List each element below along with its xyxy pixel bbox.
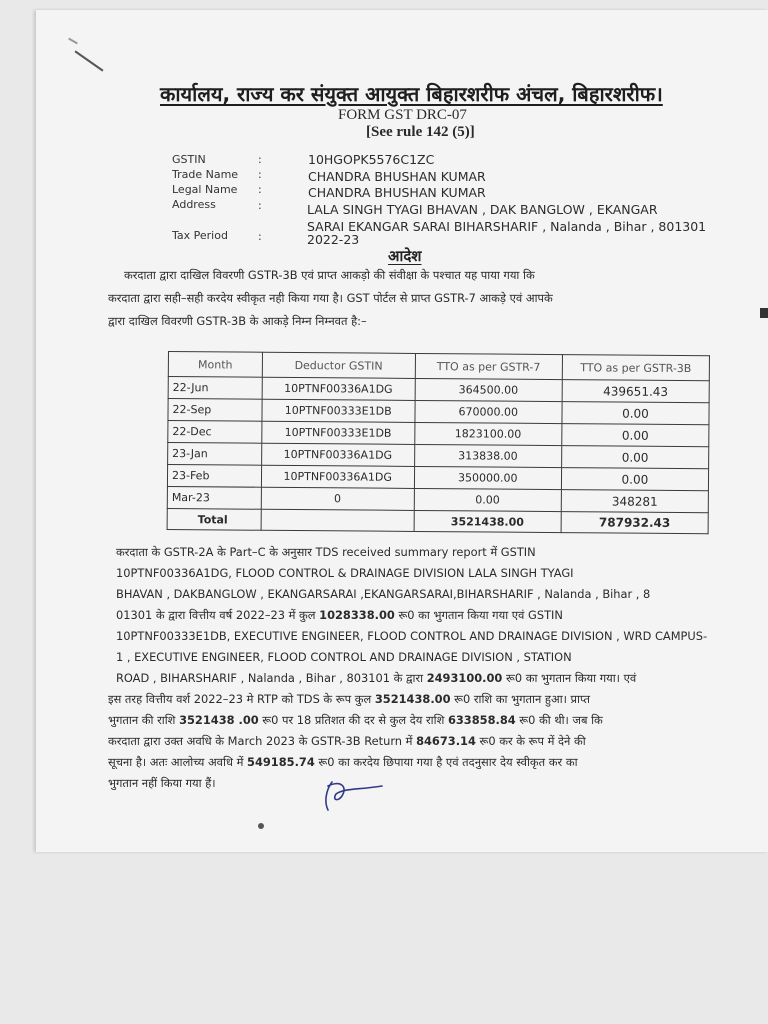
body-line-2: 10PTNF00336A1DG, FLOOD CONTROL & DRAINAGE DIVISION LALA SINGH TYAGI — [116, 566, 574, 580]
body-line-5: 10PTNF00333E1DB, EXECUTIVE ENGINEER, FLOOD CONTROL AND DRAINAGE DIVISION , WRD CAMPUS- — [116, 629, 708, 643]
body-text: रू0 पर 18 प्रतिशत की दर से कुल देय राशि — [258, 713, 448, 727]
gstin-cell: 10PTNF00336A1DG — [261, 443, 414, 466]
intro-line-3: द्वारा दाखिल विवरणी GSTR-3B के आकड़े निम्न निम्नवत है:– — [108, 314, 367, 328]
month-cell: 23-Jan — [168, 443, 262, 466]
legal-name-label: Legal Name — [172, 183, 238, 196]
gstr3b-cell: 0.00 — [562, 424, 709, 447]
body-text: करदाता द्वारा उक्त अवधि के March 2023 के GSTR-3B Return में — [108, 734, 417, 748]
body-text: इस तरह वित्तीय वर्श 2022–23 मे RTP को TDS के रूप कुल — [108, 692, 375, 706]
column-header: TTO as per GSTR-7 — [415, 353, 563, 379]
body-text: 01301 के द्वारा वित्तीय वर्ष 2022–23 में कुल — [116, 608, 320, 622]
amount: 633858.84 — [447, 713, 516, 727]
body-line-6: 1 , EXECUTIVE ENGINEER, FLOOD CONTROL AND DRAINAGE DIVISION , STATION — [116, 650, 572, 664]
office-heading: कार्यालय, राज्य कर संयुक्त आयुक्त बिहारशरीफ अंचल, बिहारशरीफ। — [160, 82, 663, 106]
signature — [318, 776, 388, 816]
gstr3b-cell: 0.00 — [561, 468, 708, 491]
body-text: भुगतान की राशि — [108, 713, 180, 727]
body-line-10 — [108, 734, 586, 749]
ink-dot — [258, 823, 264, 829]
body-line-1: करदाता के GSTR-2A के Part–C के अनुसार TDS received summary report में GSTIN — [116, 545, 536, 559]
body-text: रू0 की थी। जब कि — [515, 713, 603, 727]
body-line-4 — [116, 608, 563, 623]
total-label-cell: Total — [167, 508, 261, 530]
intro-line-2: करदाता द्वारा सही–सही करदेय स्वीकृत नही किया गया है। GST पोर्टल से प्राप्त GSTR-7 आकड़े एवं आपके — [108, 291, 553, 305]
trade-name-value: CHANDRA BHUSHAN KUMAR — [308, 169, 486, 184]
body-line-9 — [108, 713, 603, 728]
address-line-2: SARAI EKANGAR SARAI BIHARSHARIF , Nalanda , Bihar , 801301 — [307, 219, 707, 234]
gstr3b-cell: 0.00 — [562, 402, 709, 425]
gstr7-cell: 1823100.00 — [414, 422, 562, 445]
address-label: Address — [172, 198, 216, 211]
column-header: Deductor GSTIN — [262, 352, 415, 378]
amount: 3521438.00 — [374, 692, 451, 706]
body-line-7 — [116, 671, 636, 686]
body-line-8 — [108, 692, 590, 707]
gstin-label: GSTIN — [172, 153, 206, 166]
body-text: रू0 राशि का भुगतान हुआ। प्राप्त — [450, 692, 590, 706]
colon: : — [258, 230, 262, 243]
amount: 1028338.00 — [319, 608, 395, 622]
colon: : — [258, 199, 262, 212]
scan-mark — [760, 308, 768, 318]
colon: : — [258, 168, 262, 181]
gstr7-cell: 670000.00 — [414, 400, 562, 423]
gstin-cell: 0 — [261, 487, 414, 510]
body-text: रू0 का भुगतान किया गया। एवं — [502, 671, 637, 685]
body-text: सूचना है। अतः आलोच्य अवधि में — [108, 755, 248, 769]
body-text: रू0 कर के रूप में देने की — [475, 734, 586, 748]
month-cell: Mar-23 — [167, 486, 261, 509]
colon: : — [258, 153, 262, 166]
body-line-11 — [108, 755, 578, 770]
order-heading: आदेश — [388, 247, 422, 265]
gstin-value: 10HGOPK5576C1ZC — [308, 152, 435, 167]
body-text: ROAD , BIHARSHARIF , Nalanda , Bihar , 803101 के द्वारा — [116, 671, 427, 685]
gstr3b-cell: 0.00 — [561, 446, 708, 469]
form-title: FORM GST DRC-07 — [338, 107, 467, 123]
column-header: Month — [168, 352, 262, 378]
amount: 2493100.00 — [426, 671, 503, 685]
gstr3b-cell: 439651.43 — [562, 380, 709, 403]
gstr7-cell: 313838.00 — [414, 444, 562, 467]
gstr7-cell: 364500.00 — [415, 378, 563, 401]
body-line-3: BHAVAN , DAKBANGLOW , EKANGARSARAI ,EKANGARSARAI,BIHARSHARIF , Nalanda , Bihar , 8 — [116, 587, 651, 601]
gstin-cell: 10PTNF00336A1DG — [262, 377, 415, 400]
amount: 84673.14 — [416, 734, 476, 748]
total-row — [167, 508, 708, 533]
body-text: रू0 का करदेय छिपाया गया है एवं तदनुसार देय स्वीकृत कर का — [314, 755, 578, 769]
intro-line-1: करदाता द्वारा दाखिल विवरणी GSTR-3B एवं प्राप्त आकड़ो की संवीक्षा के पश्चात यह पाया गया कि — [124, 268, 535, 282]
gstr7-cell: 0.00 — [414, 488, 562, 511]
address-line-1: LALA SINGH TYAGI BHAVAN , DAK BANGLOW , EKANGAR — [307, 202, 658, 217]
total-gstr3b-cell: 787932.43 — [561, 512, 708, 534]
amount: 3521438 .00 — [179, 713, 259, 727]
gstin-cell: 10PTNF00333E1DB — [262, 399, 415, 422]
column-header: TTO as per GSTR-3B — [562, 355, 709, 381]
body-text: रू0 का भुगतान किया गया एवं GSTIN — [394, 608, 563, 622]
gstr3b-cell: 348281 — [561, 490, 708, 513]
gstin-cell: 10PTNF00336A1DG — [261, 465, 414, 488]
tax-period-value: 2022-23 — [307, 232, 360, 247]
colon: : — [258, 183, 262, 196]
total-gstin-cell — [261, 509, 414, 531]
trade-name-label: Trade Name — [172, 168, 239, 181]
tax-period-label: Tax Period — [172, 229, 228, 242]
legal-name-value: CHANDRA BHUSHAN KUMAR — [308, 185, 486, 200]
month-cell: 22-Jun — [168, 377, 262, 400]
amount: 549185.74 — [247, 755, 315, 769]
rule-reference: [See rule 142 (5)] — [366, 124, 475, 140]
tds-table — [167, 351, 710, 534]
total-gstr7-cell: 3521438.00 — [414, 510, 562, 532]
month-cell: 22-Dec — [168, 421, 262, 444]
month-cell: 22-Sep — [168, 399, 262, 422]
month-cell: 23-Feb — [167, 465, 261, 488]
gstr7-cell: 350000.00 — [414, 466, 562, 489]
gstin-cell: 10PTNF00333E1DB — [262, 421, 415, 444]
body-line-12: भुगतान नहीं किया गया हैं। — [108, 776, 216, 790]
